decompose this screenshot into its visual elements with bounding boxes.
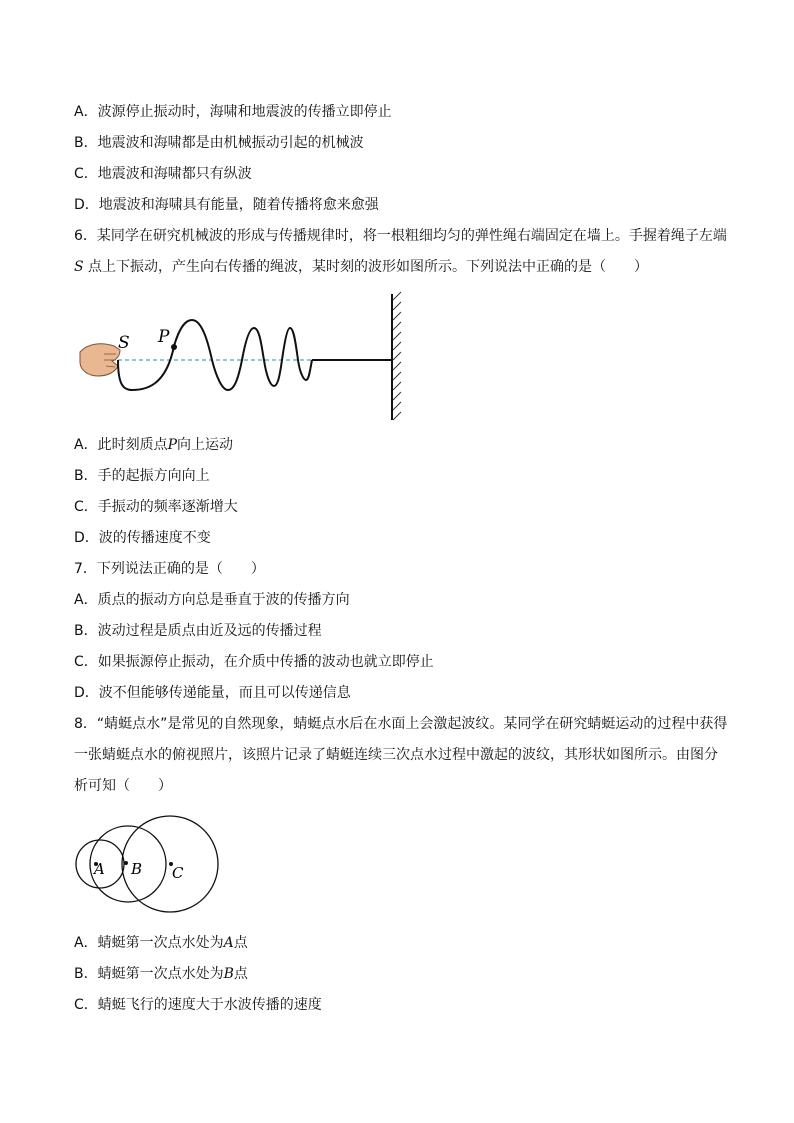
q5-option-c: C．地震波和海啸都只有纵波	[74, 166, 252, 182]
q6-stem-line1: 6．某同学在研究机械波的形成与传播规律时，将一根粗细均匀的弹性绳右端固定在墙上。手握着绳子左端	[74, 228, 727, 244]
wall-hatching	[393, 292, 401, 420]
q8-var-a: A	[223, 935, 234, 951]
point-b	[124, 861, 128, 865]
point-p	[171, 344, 177, 350]
q6-var-s: S	[74, 259, 84, 275]
ripple-circles-figure	[70, 808, 230, 928]
q8-option-b	[74, 964, 248, 984]
label-c: C	[172, 864, 184, 882]
label-p: P	[158, 327, 170, 347]
q5-option-b: B．地震波和海啸都是由机械振动引起的机械波	[74, 135, 364, 151]
q5-option-d: D．地震波和海啸具有能量，随着传播将愈来愈强	[74, 197, 379, 213]
q8-option-b-post: 点	[233, 966, 248, 982]
q8-stem-line1: 8．“蜻蜓点水”是常见的自然现象，蜻蜓点水后在水面上会激起波纹。某同学在研究蜻蜓运动的过程中获得	[74, 716, 728, 732]
q8-var-b: B	[223, 966, 234, 982]
rope-wave	[118, 320, 312, 390]
label-b: B	[131, 860, 143, 878]
q6-option-c: C．手振动的频率逐渐增大	[74, 499, 238, 515]
rope-wave-figure	[74, 290, 414, 425]
q8-stem-line3: 析可知（ ）	[74, 778, 172, 794]
label-s: S	[118, 333, 130, 353]
hand-icon	[80, 344, 120, 376]
label-a: A	[94, 860, 105, 878]
q7-option-b: B．波动过程是质点由近及远的传播过程	[74, 623, 322, 639]
q8-option-a-post: 点	[233, 935, 248, 951]
q7-option-d: D．波不但能够传递能量，而且可以传递信息	[74, 685, 351, 701]
q7-option-a: A．质点的振动方向总是垂直于波的传播方向	[74, 592, 350, 608]
q8-stem-line2: 一张蜻蜓点水的俯视照片，该照片记录了蜻蜓连续三次点水过程中激起的波纹，其形状如图所示。由图分	[74, 747, 718, 763]
q8-option-c: C．蜻蜓飞行的速度大于水波传播的速度	[74, 997, 322, 1013]
q8-option-a-pre: A．蜻蜓第一次点水处为	[74, 935, 224, 951]
q6-option-a-pre: A．此时刻质点	[74, 437, 168, 453]
q6-option-d: D．波的传播速度不变	[74, 530, 211, 546]
q7-stem: 7．下列说法正确的是（ ）	[74, 561, 265, 577]
q7-option-c: C．如果振源停止振动，在介质中传播的波动也就立即停止	[74, 654, 434, 670]
q6-stem-line2-text: 点上下振动，产生向右传播的绳波，某时刻的波形如图所示。下列说法中正确的是（ ）	[88, 259, 649, 275]
q6-option-a	[74, 435, 233, 455]
q8-option-a	[74, 933, 248, 953]
q8-option-b-pre: B．蜻蜓第一次点水处为	[74, 966, 224, 982]
q6-var-p: P	[167, 437, 177, 453]
q6-option-a-post: 向上运动	[177, 437, 233, 453]
q6-stem-line2	[74, 257, 648, 277]
q6-option-b: B．手的起振方向向上	[74, 468, 210, 484]
q5-option-a: A．波源停止振动时，海啸和地震波的传播立即停止	[74, 104, 392, 120]
